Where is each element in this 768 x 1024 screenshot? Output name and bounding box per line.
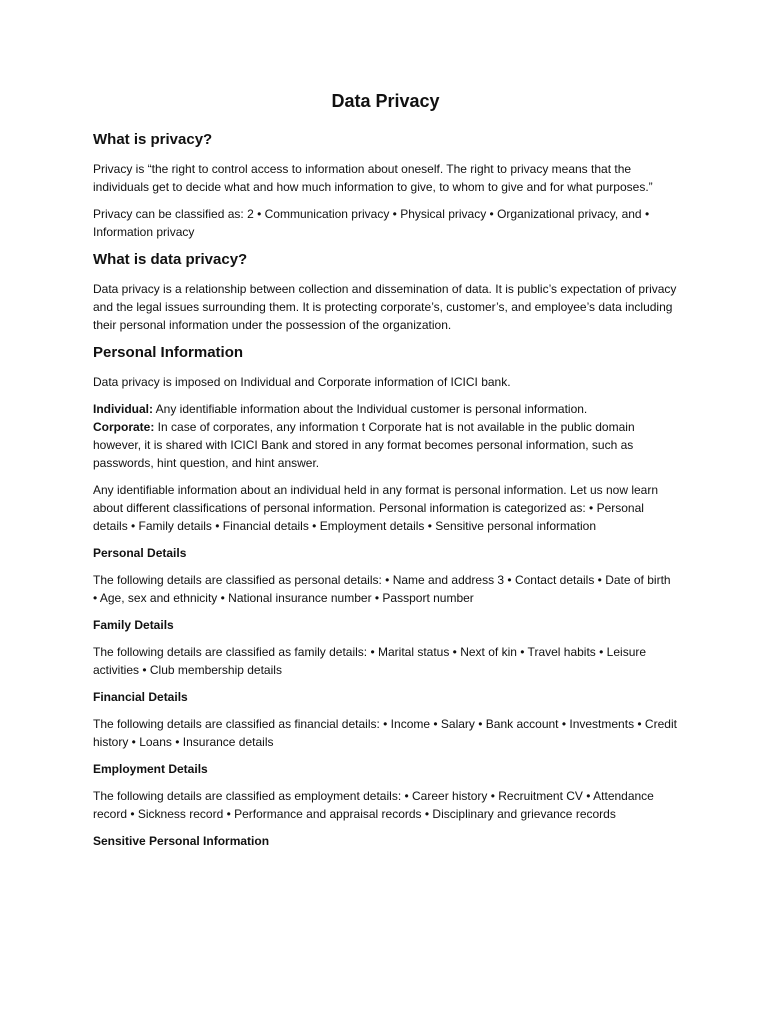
paragraph-privacy-definition: Privacy is “the right to control access to information about oneself. The right to privacy means that the individuals get to decide what and how much information to give, to whom to give and for what purposes.” — [93, 162, 653, 194]
individual-label: Individual: — [93, 402, 153, 416]
paragraph-employment-details: The following details are classified as employment details: • Career history • Recruitment CV • Attendance record • Sickness record • Performance and appraisal records • Disciplinary and grievance records — [93, 789, 654, 821]
heading-personal-information: Personal Information — [93, 344, 244, 361]
paragraph-privacy-classification: Privacy can be classified as: 2 • Communication privacy • Physical privacy • Organizational privacy, and • Information privacy — [93, 207, 650, 239]
heading-family-details: Family Details — [93, 618, 174, 632]
paragraph-individual-corporate — [93, 400, 678, 472]
paragraph-data-privacy-imposed: Data privacy is imposed on Individual and Corporate information of ICICI bank. — [93, 375, 511, 389]
paragraph-family-details: The following details are classified as family details: • Marital status • Next of kin • Travel habits • Leisure activities • Club membership details — [93, 645, 647, 677]
paragraph-personal-details: The following details are classified as personal details: • Name and address 3 • Contact details • Date of birth • Age, sex and ethnicity • National insurance number • Passport number — [93, 573, 671, 605]
individual-text: Any identifiable information about the Individual customer is personal information. — [153, 402, 588, 416]
heading-what-is-privacy: What is privacy? — [93, 131, 213, 148]
paragraph-data-privacy-definition: Data privacy is a relationship between collection and dissemination of data. It is public’s expectation of privacy and the legal issues surrounding them. It is protecting corporate’s, customer’s, and employee’s data including their personal information under the possession of the organization. — [93, 282, 677, 332]
paragraph-financial-details: The following details are classified as financial details: • Income • Salary • Bank account • Investments • Credit history • Loans • Insurance details — [93, 717, 677, 749]
heading-employment-details: Employment Details — [93, 762, 208, 776]
heading-financial-details: Financial Details — [93, 690, 188, 704]
corporate-label: Corporate: — [93, 420, 155, 434]
document-title: Data Privacy — [331, 91, 440, 111]
paragraph-personal-info-categories: Any identifiable information about an individual held in any format is personal information. Let us now learn about different classifications of personal information. Personal information is categorized as: • Personal details • Family details • Financial details • Employment details • Sensitive personal information — [93, 483, 658, 533]
heading-sensitive-personal-information: Sensitive Personal Information — [93, 834, 270, 848]
document-page — [93, 88, 678, 859]
corporate-text: In case of corporates, any information t Corporate hat is not available in the public domain however, it is shared with ICICI Bank and stored in any format becomes personal information, such as passwords, hint question, and hint answer. — [93, 420, 635, 470]
heading-what-is-data-privacy: What is data privacy? — [93, 251, 248, 268]
heading-personal-details: Personal Details — [93, 546, 187, 560]
